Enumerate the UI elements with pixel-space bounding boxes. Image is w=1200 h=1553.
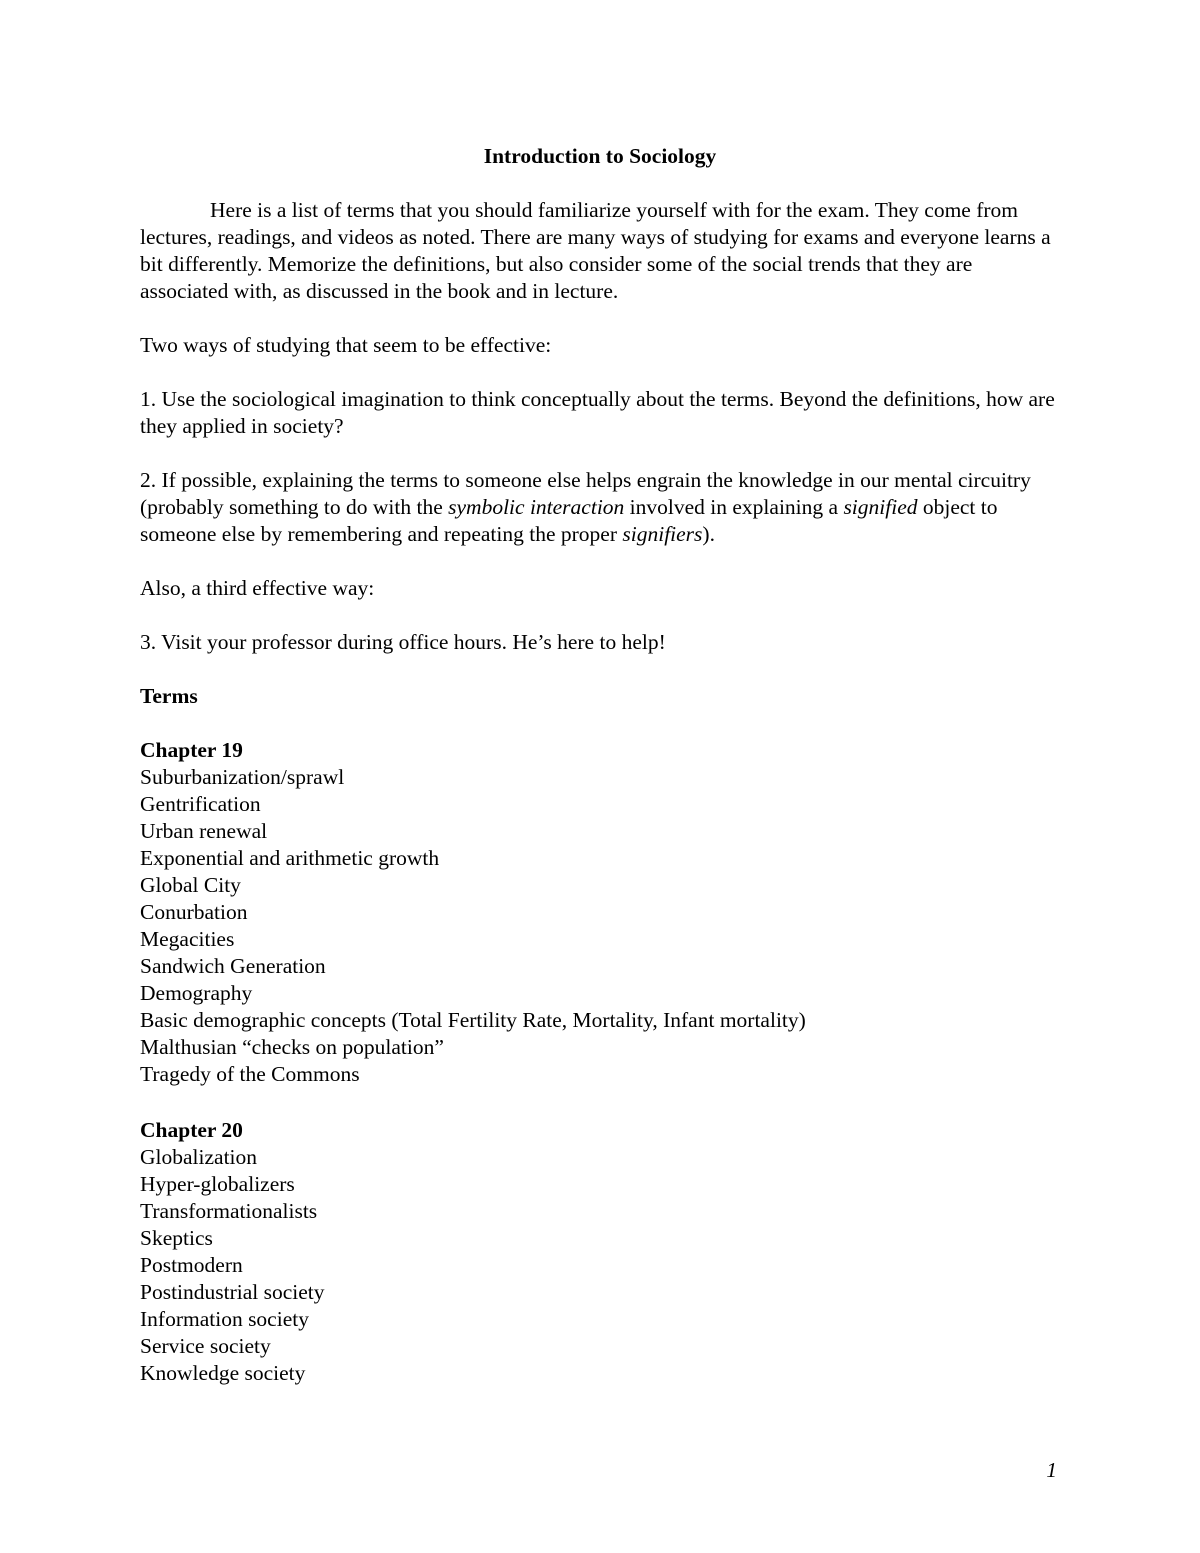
term-item: Skeptics <box>140 1226 213 1250</box>
chapter-19-heading: Chapter 19 <box>140 738 243 762</box>
term-item: Megacities <box>140 927 235 951</box>
intro-paragraph: Here is a list of terms that you should familiarize yourself with for the exam. They come from lectures, readings, and videos as noted. There are many ways of studying for exams and everyone learns a bit differently. Memorize the definitions, but also consider some of the social trends that they are associated with, as discussed in the book and in lecture. <box>140 198 1051 303</box>
terms-heading: Terms <box>140 684 198 708</box>
chapter-19-term-list <box>140 764 1060 1088</box>
chapter-20-section <box>140 1117 1060 1387</box>
term-item: Knowledge society <box>140 1361 306 1385</box>
term-item: Information society <box>140 1307 309 1331</box>
chapter-20-term-list <box>140 1144 1060 1387</box>
term-item: Sandwich Generation <box>140 954 326 978</box>
term-item: Tragedy of the Commons <box>140 1062 360 1086</box>
page-title: Introduction to Sociology <box>483 144 717 168</box>
term-item: Transformationalists <box>140 1199 318 1223</box>
term-item: Demography <box>140 981 253 1005</box>
term-item: Postindustrial society <box>140 1280 325 1304</box>
page-number: 1 <box>1046 1458 1057 1482</box>
study-method-2-text: ). <box>702 522 715 546</box>
term-item: Postmodern <box>140 1253 243 1277</box>
term-item: Gentrification <box>140 792 261 816</box>
term-item: Exponential and arithmetic growth <box>140 846 440 870</box>
term-item: Basic demographic concepts (Total Fertility Rate, Mortality, Infant mortality) <box>140 1008 806 1032</box>
study-method-2-text: involved in explaining a <box>624 495 844 519</box>
study-methods-lead: Two ways of studying that seem to be effective: <box>140 333 552 357</box>
term-item: Malthusian “checks on population” <box>140 1035 444 1059</box>
emphasis-signified: signified <box>843 495 918 519</box>
study-method-2 <box>140 467 1060 548</box>
study-method-3: 3. Visit your professor during office hours. He’s here to help! <box>140 630 666 654</box>
term-item: Urban renewal <box>140 819 268 843</box>
third-method-lead: Also, a third effective way: <box>140 576 375 600</box>
term-item: Service society <box>140 1334 271 1358</box>
term-item: Suburbanization/sprawl <box>140 765 345 789</box>
emphasis-signifiers: signifiers <box>622 522 703 546</box>
term-item: Conurbation <box>140 900 248 924</box>
term-item: Globalization <box>140 1145 258 1169</box>
study-method-2-text: 2. If possible, explaining the terms to someone else helps engrain the knowledge in our mental circuitry (probably something to do with the <box>140 468 1031 519</box>
chapter-20-heading: Chapter 20 <box>140 1118 243 1142</box>
emphasis-symbolic-interaction: symbolic interaction <box>448 495 625 519</box>
term-item: Global City <box>140 873 241 897</box>
chapter-19-section <box>140 737 1060 1088</box>
term-item: Hyper-globalizers <box>140 1172 295 1196</box>
study-method-1: 1. Use the sociological imagination to think conceptually about the terms. Beyond the definitions, how are they applied in society? <box>140 387 1055 438</box>
study-method-2-text: object to someone else by remembering and repeating the proper <box>140 495 998 546</box>
